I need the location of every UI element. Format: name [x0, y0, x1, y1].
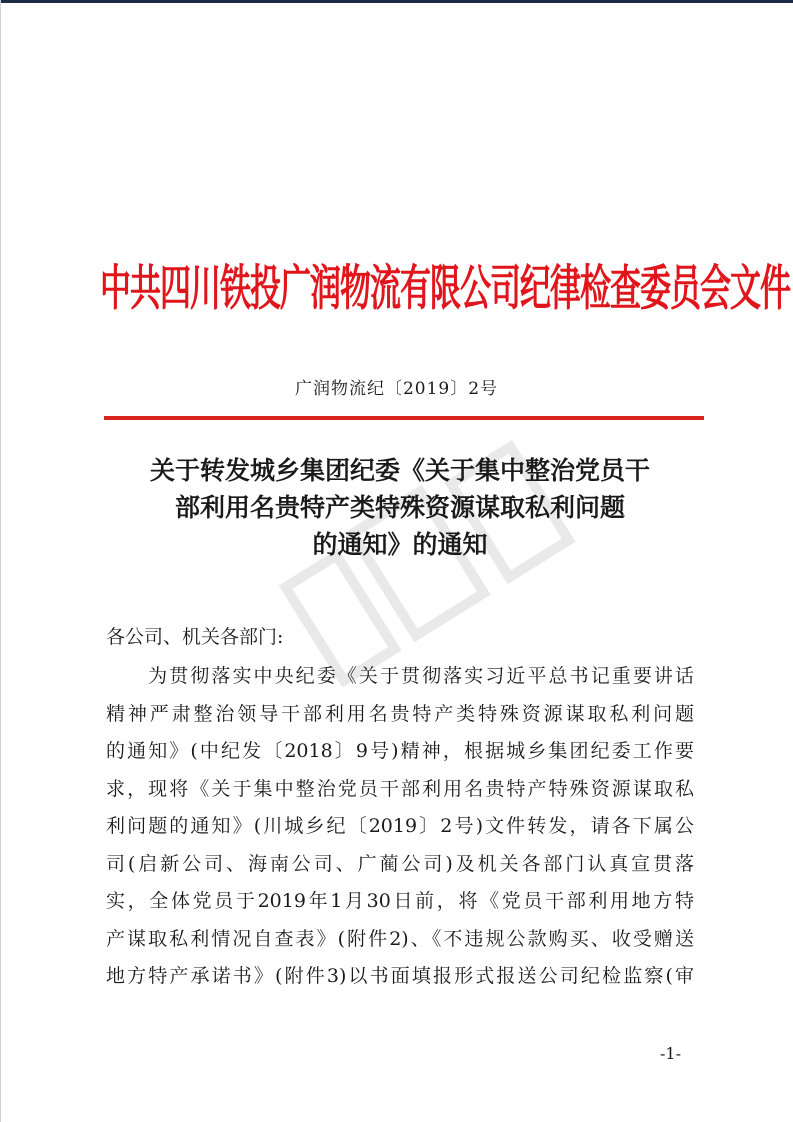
body-line: 地方特产承诺书》(附件3)以书面填报形式报送公司纪检监察(审: [106, 965, 694, 987]
body-line: 司(启新公司、海南公司、广蔺公司)及机关各部门认真宣贯落: [106, 852, 694, 875]
body-line: 产谋取私利情况自查表》(附件2)、《不违规公款购买、收受赠送: [106, 927, 694, 950]
body-text: [106, 658, 694, 996]
title-line: 关于转发城乡集团纪委《关于集中整治党员干: [149, 456, 650, 485]
title-line: 部利用名贵特产类特殊资源谋取私利问题: [174, 493, 625, 522]
body-line: 为贯彻落实中央纪委《关于贯彻落实习近平总书记重要讲话: [106, 665, 694, 687]
document-header-title: 中共四川铁投广润物流有限公司纪律检查委员会文件: [100, 261, 790, 317]
page-top-border: [0, 0, 793, 3]
body-line: 利问题的通知》(川城乡纪〔2019〕2号)文件转发，请各下属公: [106, 815, 694, 837]
salutation: 各公司、机关各部门:: [106, 626, 284, 648]
document-title: [100, 452, 700, 563]
body-line: 的通知》(中纪发〔2018〕9号)精神，根据城乡集团纪委工作要: [106, 740, 694, 762]
header-red-rule: [104, 416, 704, 420]
page-number: -1-: [660, 1044, 681, 1063]
body-line: 精神严肃整治领导干部利用名贵特产类特殊资源谋取私利问题: [106, 702, 694, 725]
body-line: 求，现将《关于集中整治党员干部利用名贵特产特殊资源谋取私: [106, 777, 694, 800]
title-line: 的通知》的通知: [312, 530, 488, 559]
document-number: 广润物流纪〔2019〕2号: [294, 379, 499, 399]
page-left-border: [0, 0, 1, 1122]
body-line: 实，全体党员于2019年1月30日前，将《党员干部利用地方特: [106, 890, 694, 912]
